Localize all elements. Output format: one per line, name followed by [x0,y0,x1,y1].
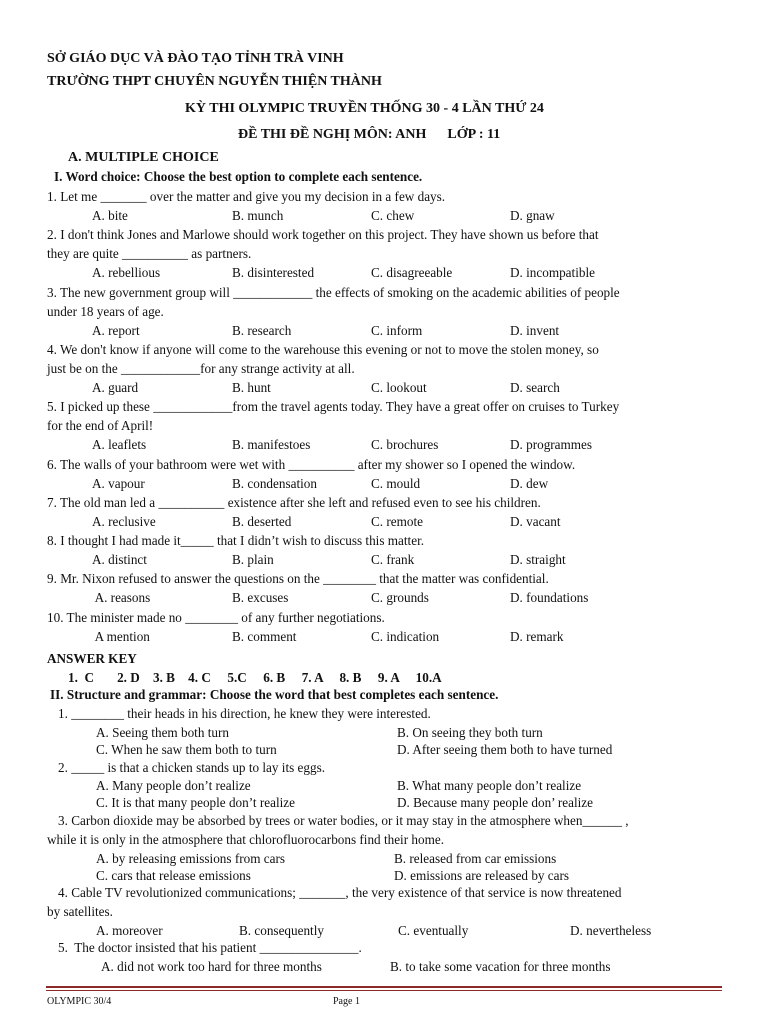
q2-option-a: A. rebellious [92,265,161,281]
p2-q2-option-d: D. Because many people don’ realize [397,795,594,810]
p2-q4-option-c: C. eventually [398,923,469,938]
answer-key-line: 1. C 2. D 3. B 4. C 5.C 6. B 7. A 8. B 9. A 10.A [68,670,442,685]
p2-q1-option-d: D. After seeing them both to have turned [397,742,613,757]
q5-stem-line-1: 5. I picked up these ____________from the travel agents today. They have a great offer on cruises to Turkey [47,399,620,415]
q9-stem-line-1: 9. Mr. Nixon refused to answer the questions on the ________ that the matter was confidential. [47,571,549,587]
q10-option-d: D. remark [510,628,564,644]
q7-option-d: D. vacant [510,513,561,529]
footer-label: OLYMPIC 30/4 [47,996,112,1007]
q5-option-d: D. programmes [510,437,593,453]
q1-option-b: B. munch [232,208,284,223]
q2-option-d: D. incompatible [510,265,595,281]
p2-q2-option-b: B. What many people don’t realize [397,778,582,793]
p2-q3-stem-line2: while it is only in the atmosphere that chlorofluorocarbons find their home. [47,832,444,847]
page-number: Page 1 [333,996,360,1007]
q7-option-c: C. remote [371,513,424,529]
q3-option-d: D. invent [510,322,560,338]
q6-option-a: A. vapour [92,475,145,491]
q3-option-c: C. inform [371,322,423,338]
q5-option-c: C. brochures [371,437,439,453]
q4-option-c: C. lookout [371,379,427,395]
exam-title: KỲ THI OLYMPIC TRUYỀN THỐNG 30 - 4 LẦN THỨ 24 [185,101,544,116]
p2-q3-option-b: B. released from car emissions [394,851,557,866]
p2-q1-stem: 1. ________ their heads in his direction, he knew they were interested. [58,706,431,721]
q6-stem-line-1: 6. The walls of your bathroom were wet with __________ after my shower so I opened the window. [47,456,576,472]
q6-option-c: C. mould [371,475,421,491]
answer-key-title: ANSWER KEY [47,651,137,666]
p2-q2-option-a: A. Many people don’t realize [96,778,251,793]
q5-option-b: B. manifestoes [232,437,311,453]
q1-option-a: A. bite [92,208,128,223]
q1-option-d: D. gnaw [510,208,555,223]
q4-option-a: A. guard [92,379,139,395]
q7-stem-line-1: 7. The old man led a __________ existence after she left and refused even to see his children. [47,494,541,510]
q2-option-c: C. disagreeable [371,265,453,281]
p2-q5-option-a: A. did not work too hard for three months [101,959,322,974]
p2-q5-option-b: B. to take some vacation for three months [390,959,611,974]
q5-option-a: A. leaflets [92,437,147,453]
q8-option-b: B. plain [232,552,274,568]
p2-q4-stem-line2: by satellites. [47,904,113,919]
q2-option-b: B. disinterested [232,265,315,281]
section-a-title: A. MULTIPLE CHOICE [68,150,219,165]
q8-stem-line-1: 8. I thought I had made it_____ that I didn’t wish to discuss this matter. [47,533,425,549]
q1-stem-line-1: 1. Let me _______ over the matter and give you my decision in a few days. [47,189,446,204]
q2-stem-line-2: they are quite __________ as partners. [47,246,252,262]
p2-q5-stem: 5. The doctor insisted that his patient _______________. [58,940,362,955]
q4-stem-line-1: 4. We don't know if anyone will come to the warehouse this evening or not to move the stolen money, so [47,341,599,357]
q2-stem-line-1: 2. I don't think Jones and Marlowe should work together on this project. They have shown us before that [47,227,599,243]
p2-q2-stem: 2. _____ is that a chicken stands up to lay its eggs. [58,760,326,775]
q4-option-b: B. hunt [232,379,271,395]
p2-q4-option-d: D. nevertheless [570,923,652,938]
q9-option-d: D. foundations [510,590,589,606]
q5-stem-line-2: for the end of April! [47,418,154,434]
q8-option-a: A. distinct [92,552,147,568]
p2-q2-option-c: C. It is that many people don’t realize [96,795,295,810]
p2-q3-stem-line1: 3. Carbon dioxide may be absorbed by trees or water bodies, or it may stay in the atmosphere when______ , [58,813,629,828]
part2-title: II. Structure and grammar: Choose the word that best completes each sentence. [50,687,499,702]
q8-option-c: C. frank [371,552,415,568]
p2-q3-option-d: D. emissions are released by cars [394,868,570,883]
q3-option-b: B. research [232,322,292,338]
header-school: TRƯỜNG THPT CHUYÊN NGUYỄN THIỆN THÀNH [47,74,382,89]
exam-subject: ĐỀ THI ĐỀ NGHỊ MÔN: ANH LỚP : 11 [238,127,501,142]
q6-option-d: D. dew [510,475,549,491]
p2-q1-option-b: B. On seeing they both turn [397,725,543,740]
q10-option-c: C. indication [371,628,440,644]
header-department: SỞ GIÁO DỤC VÀ ĐÀO TẠO TỈNH TRÀ VINH [47,51,344,66]
part1-title: I. Word choice: Choose the best option to complete each sentence. [54,169,423,184]
q3-option-a: A. report [92,322,140,338]
p2-q1-option-c: C. When he saw them both to turn [96,742,277,757]
footer-rule-thick [46,986,722,988]
q8-option-d: D. straight [510,552,566,568]
p2-q4-option-b: B. consequently [239,923,324,938]
q10-stem-line-1: 10. The minister made no ________ of any further negotiations. [47,609,385,625]
q9-option-a: A. reasons [92,590,151,606]
q4-option-d: D. search [510,379,560,395]
q6-option-b: B. condensation [232,475,317,491]
q9-option-b: B. excuses [232,590,289,606]
q3-stem-line-2: under 18 years of age. [47,303,164,319]
q7-option-b: B. deserted [232,513,292,529]
q10-option-b: B. comment [232,628,297,644]
p2-q4-stem-line1: 4. Cable TV revolutionized communications; _______, the very existence of that service is now threatened [58,885,622,900]
footer-rule-thin [46,990,722,991]
q4-stem-line-2: just be on the ____________for any strange activity at all. [47,360,355,376]
q7-option-a: A. reclusive [92,513,156,529]
p2-q4-option-a: A. moreover [96,923,163,938]
q1-option-c: C. chew [371,208,415,223]
q9-option-c: C. grounds [371,590,429,606]
p2-q1-option-a: A. Seeing them both turn [96,725,229,740]
p2-q3-option-a: A. by releasing emissions from cars [96,851,285,866]
p2-q3-option-c: C. cars that release emissions [96,868,251,883]
q3-stem-line-1: 3. The new government group will ____________ the effects of smoking on the academic abilities of people [47,284,620,300]
q10-option-a: A mention [92,628,150,644]
